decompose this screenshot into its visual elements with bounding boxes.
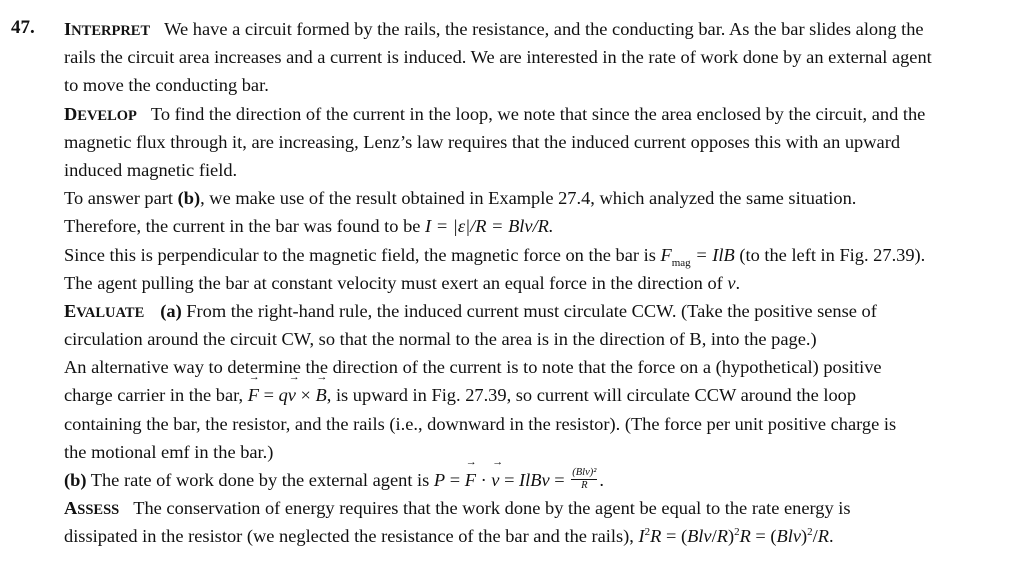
problem-number: 47.: [11, 17, 35, 38]
evaluate-line-6: the motional emf in the bar.): [64, 441, 274, 462]
develop-line-2: magnetic flux through it, are increasing, Lenz’s law requires that the induced current opposes this with an upward: [64, 131, 901, 152]
energy-equation: I: [638, 526, 645, 547]
power-fraction: $\frac{\text{(Blv)²}}{R}$: [572, 467, 597, 492]
force-vector: → F: [248, 383, 259, 407]
evaluate-heading: EVALUATE: [64, 300, 145, 321]
evaluate-line-1: EVALUATE (a) From the right-hand rule, the induced current must circulate CCW. (Take the positive sense of: [64, 300, 877, 321]
develop-line-6: Since this is perpendicular to the magnetic field, the magnetic force on the bar is $F_{mag}$ = IlB (to the left in Fig. 27.39).: [64, 244, 926, 269]
develop-line-5: Therefore, the current in the bar was found to be I = |ε|/R = Blv/R.: [64, 216, 554, 237]
assess-line-2: dissipated in the resistor (we neglected the resistance of the bar and the rails), $I^2R = (Blv/R)^2R = (Blv)^2/R$.: [64, 526, 834, 547]
develop-line-4: To answer part (b), we make use of the result obtained in Example 27.4, which analyzed the same situation.: [64, 188, 857, 209]
interpret-line-3: to move the conducting bar.: [64, 75, 269, 96]
force-equation: = IlB: [690, 244, 735, 265]
develop-heading: DEVELOP: [64, 103, 137, 124]
evaluate-line-3: An alternative way to determine the direction of the current is to note that the force on a (hypothetical) positive: [64, 357, 882, 378]
develop-line-3: induced magnetic field.: [64, 159, 238, 180]
field-vector: → B: [316, 383, 327, 407]
evaluate-line-2: circulation around the circuit CW, so that the normal to the area is in the direction of B, into the page.): [64, 329, 817, 350]
current-equation: I = |ε|/R = Blv/R.: [425, 216, 554, 237]
evaluate-line-5: containing the bar, the resistor, and the rails (i.e., downward in the resistor). (The force per unit positive charge is: [64, 413, 897, 434]
assess-heading: ASSESS: [64, 498, 120, 519]
solution-body: [64, 17, 1024, 553]
develop-line-1: DEVELOP To find the direction of the current in the loop, we note that since the area enclosed by the circuit, and the: [64, 103, 926, 124]
assess-line-1: ASSESS The conservation of energy requires that the work done by the agent be equal to the rate energy is: [64, 498, 851, 519]
develop-line-7: The agent pulling the bar at constant velocity must exert an equal force in the direction of v.: [64, 272, 741, 293]
evaluate-line-4: charge carrier in the bar, → F = q→ v × → B, is upward in Fig. 27.39, so current will circulate CCW around the loop: [64, 383, 1024, 411]
velocity-vector: → v: [288, 383, 296, 407]
interpret-heading: INTERPRET: [64, 19, 151, 39]
evaluate-line-7: (b) The rate of work done by the external agent is P = → F · → v = IlBv = $\frac{\text{(Blv)²}}{R}$ .: [64, 468, 1024, 496]
interpret-line-2: rails the circuit area increases and a current is induced. We are interested in the rate of work done by an external agent: [64, 47, 932, 68]
interpret-line-1: INTERPRET We have a circuit formed by the rails, the resistance, and the conducting bar. As the bar slides along the: [64, 19, 924, 39]
